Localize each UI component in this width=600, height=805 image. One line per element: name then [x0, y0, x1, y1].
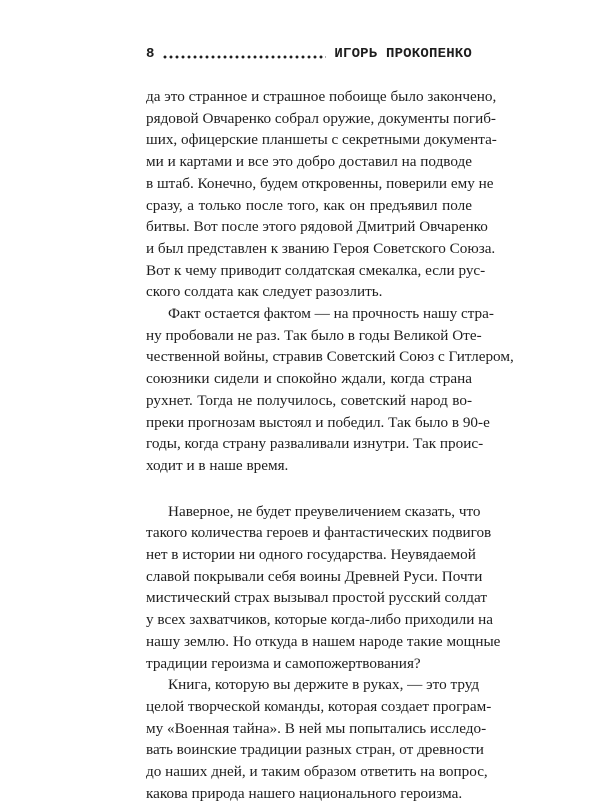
- text-line: традиции героизма и самопожертвования?: [146, 654, 421, 672]
- page-number: 8: [146, 46, 155, 62]
- text-line: преки прогнозам выстоял и победил. Так было в 90-е: [146, 413, 490, 431]
- text-line: чественной войны, стравив Советский Союз с Гитлером,: [146, 348, 514, 366]
- paragraph-1: [146, 86, 497, 303]
- text-line: мистический страх вызывал простой русский солдат: [146, 589, 487, 607]
- text-line: ших, офицерские планшеты с секретными документа-: [146, 131, 497, 149]
- text-line: нет в истории ни одного государства. Неувядаемой: [146, 546, 476, 564]
- text-line: сразу, а только после того, как он предъявил поле: [146, 196, 472, 214]
- text-line: битвы. Вот после этого рядовой Дмитрий Овчаренко: [146, 218, 488, 236]
- text-line: ну пробовали не раз. Так было в годы Великой Оте-: [146, 326, 482, 344]
- text-line: Наверное, не будет преувеличением сказать, что: [168, 502, 481, 520]
- header-dot-leader: [162, 55, 326, 59]
- text-line: вать воинские традиции разных стран, от древности: [146, 741, 484, 759]
- paragraph-2: [146, 303, 514, 477]
- text-line: Факт остается фактом — на прочность нашу стра-: [168, 305, 494, 323]
- text-line: и был представлен к званию Героя Советского Союза.: [146, 239, 496, 257]
- body-text: [146, 86, 514, 805]
- text-line: такого количества героев и фантастических подвигов: [146, 524, 492, 542]
- text-line: ского солдата как следует разозлить.: [146, 283, 383, 301]
- running-header: [146, 44, 472, 64]
- text-line: славой покрывали себя воины Древней Руси. Почти: [146, 567, 483, 585]
- text-line: до наших дней, и таким образом ответить на вопрос,: [146, 763, 488, 781]
- text-line: целой творческой команды, которая создает програм-: [146, 697, 492, 715]
- text-line: в штаб. Конечно, будем откровенны, поверили ему не: [146, 174, 494, 192]
- text-line: ми и картами и все это добро доставил на подводе: [146, 153, 472, 171]
- text-line: ходит и в наше время.: [146, 456, 289, 474]
- text-line: союзники сидели и спокойно ждали, когда страна: [146, 370, 472, 388]
- text-line: нашу землю. Но откуда в нашем народе такие мощные: [146, 632, 501, 650]
- running-title: ИГОРЬ ПРОКОПЕНКО: [334, 46, 472, 62]
- text-line: рухнет. Тогда не получилось, советский народ во-: [146, 391, 472, 409]
- text-line: у всех захватчиков, которые когда-либо приходили на: [146, 611, 493, 629]
- text-line: Книга, которую вы держите в руках, — это труд: [168, 676, 480, 694]
- text-line: годы, когда страну разваливали изнутри. Так проис-: [146, 435, 484, 453]
- paragraph-4: [146, 674, 492, 804]
- text-line: Вот к чему приводит солдатская смекалка, если рус-: [146, 261, 486, 279]
- text-line: да это странное и страшное побоище было закончено,: [146, 88, 497, 105]
- text-line: му «Военная тайна». В ней мы попытались исследо-: [146, 719, 487, 737]
- text-line: какова природа нашего национального героизма.: [146, 784, 463, 802]
- text-line: рядовой Овчаренко собрал оружие, документы погиб-: [146, 109, 496, 127]
- section-break: [146, 477, 472, 501]
- paragraph-3: [146, 501, 501, 675]
